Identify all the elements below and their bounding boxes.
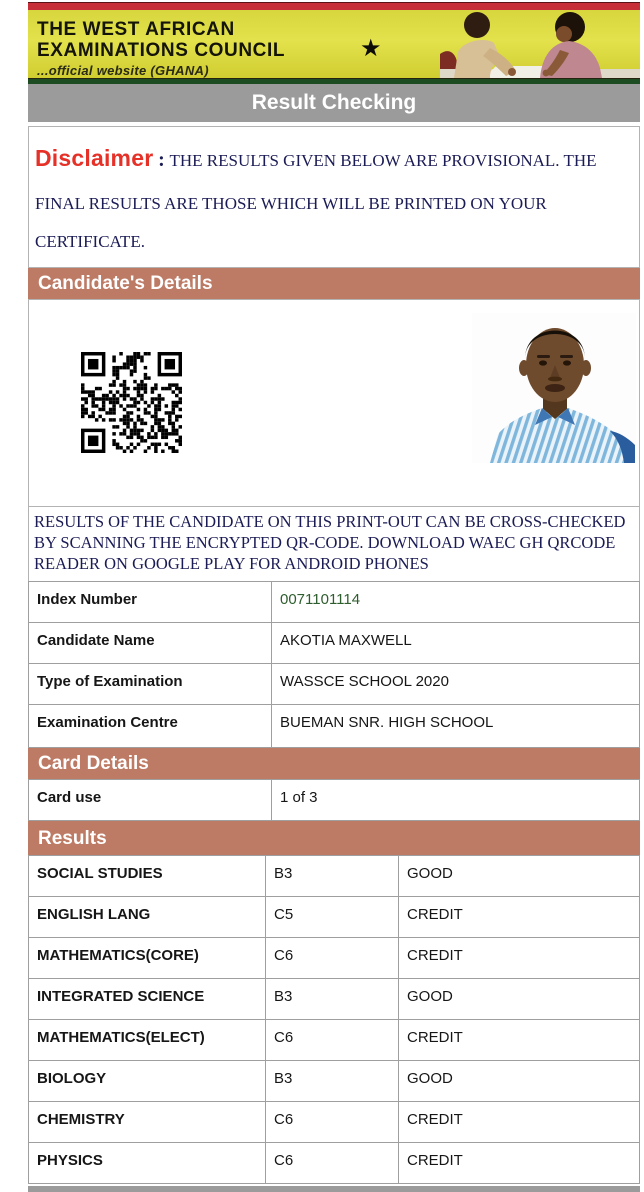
table-row bbox=[29, 1061, 640, 1102]
table-row bbox=[29, 705, 640, 748]
field-label-cell: Type of Examination bbox=[29, 664, 272, 705]
table-row bbox=[29, 1020, 640, 1061]
field-label-cell: Index Number bbox=[29, 582, 272, 623]
results-table bbox=[28, 855, 640, 1184]
subject-cell: MATHEMATICS(ELECT) bbox=[29, 1020, 266, 1061]
section-bar-card-details: Card Details bbox=[28, 748, 640, 780]
waec-banner bbox=[28, 10, 640, 78]
grade-cell: C6 bbox=[266, 1102, 399, 1143]
table-row bbox=[29, 780, 640, 821]
grade-cell: C6 bbox=[266, 938, 399, 979]
table-row bbox=[29, 856, 640, 897]
grade-cell: C6 bbox=[266, 1020, 399, 1061]
field-value-cell: WASSCE SCHOOL 2020 bbox=[272, 664, 640, 705]
subject-cell: PHYSICS bbox=[29, 1143, 266, 1184]
interpretation-cell: CREDIT bbox=[399, 938, 640, 979]
grade-cell: C6 bbox=[266, 1143, 399, 1184]
org-name-line1: THE WEST AFRICAN bbox=[37, 19, 235, 40]
subject-cell: CHEMISTRY bbox=[29, 1102, 266, 1143]
section-bar-candidate-details: Candidate's Details bbox=[28, 268, 640, 300]
subject-cell: INTEGRATED SCIENCE bbox=[29, 979, 266, 1020]
students-illustration bbox=[440, 10, 640, 78]
field-value-cell: AKOTIA MAXWELL bbox=[272, 623, 640, 664]
table-row bbox=[29, 897, 640, 938]
banner-text bbox=[37, 19, 285, 78]
disclaimer-colon: : bbox=[158, 149, 165, 171]
interpretation-cell: GOOD bbox=[399, 856, 640, 897]
qr-instructions: RESULTS OF THE CANDIDATE ON THIS PRINT-OUT CAN BE CROSS-CHECKED BY SCANNING THE ENCRYPTED QR-CODE. DOWNLOAD WAEC GH QRCODE READER ON GOOGLE PLAY FOR ANDROID PHONES bbox=[28, 506, 640, 582]
interpretation-cell: GOOD bbox=[399, 979, 640, 1020]
disclaimer-box bbox=[28, 126, 640, 268]
subject-cell: MATHEMATICS(CORE) bbox=[29, 938, 266, 979]
grade-cell: B3 bbox=[266, 1061, 399, 1102]
official-website-tagline: ...official website (GHANA) bbox=[37, 63, 209, 78]
candidate-details-table bbox=[28, 581, 640, 748]
interpretation-cell: GOOD bbox=[399, 1061, 640, 1102]
interpretation-cell: CREDIT bbox=[399, 1102, 640, 1143]
subject-cell: ENGLISH LANG bbox=[29, 897, 266, 938]
banner-top-red-strip bbox=[28, 2, 640, 10]
grade-cell: C5 bbox=[266, 897, 399, 938]
table-row bbox=[29, 623, 640, 664]
table-row bbox=[29, 582, 640, 623]
subject-cell: SOCIAL STUDIES bbox=[29, 856, 266, 897]
section-bar-results: Results bbox=[28, 821, 640, 856]
field-label-cell: Candidate Name bbox=[29, 623, 272, 664]
card-details-table bbox=[28, 779, 640, 821]
next-section-bar-cutoff bbox=[28, 1186, 640, 1192]
field-value-cell: BUEMAN SNR. HIGH SCHOOL bbox=[272, 705, 640, 748]
page bbox=[28, 0, 640, 1192]
interpretation-cell: CREDIT bbox=[399, 1020, 640, 1061]
candidate-photo-box bbox=[28, 299, 640, 507]
disclaimer-text: THE RESULTS GIVEN BELOW ARE PROVISIONAL. THE FINAL RESULTS ARE THOSE WHICH WILL BE PRINTED ON YOUR CERTIFICATE. bbox=[35, 151, 597, 251]
table-row bbox=[29, 1102, 640, 1143]
field-value-cell: 0071101114 bbox=[272, 582, 640, 623]
disclaimer-label: Disclaimer bbox=[35, 145, 154, 171]
field-label-cell: Examination Centre bbox=[29, 705, 272, 748]
candidate-photo bbox=[472, 313, 636, 463]
table-row bbox=[29, 1143, 640, 1184]
table-row bbox=[29, 664, 640, 705]
table-row bbox=[29, 938, 640, 979]
field-value-cell: 1 of 3 bbox=[272, 780, 640, 821]
table-row bbox=[29, 979, 640, 1020]
grade-cell: B3 bbox=[266, 979, 399, 1020]
interpretation-cell: CREDIT bbox=[399, 1143, 640, 1184]
subject-cell: BIOLOGY bbox=[29, 1061, 266, 1102]
grade-cell: B3 bbox=[266, 856, 399, 897]
page-title: Result Checking bbox=[28, 84, 640, 122]
org-name-line2: EXAMINATIONS COUNCIL bbox=[37, 40, 286, 61]
interpretation-cell: CREDIT bbox=[399, 897, 640, 938]
star-icon: ★ bbox=[360, 35, 382, 62]
qr-code-image bbox=[81, 352, 182, 453]
field-label-cell: Card use bbox=[29, 780, 272, 821]
